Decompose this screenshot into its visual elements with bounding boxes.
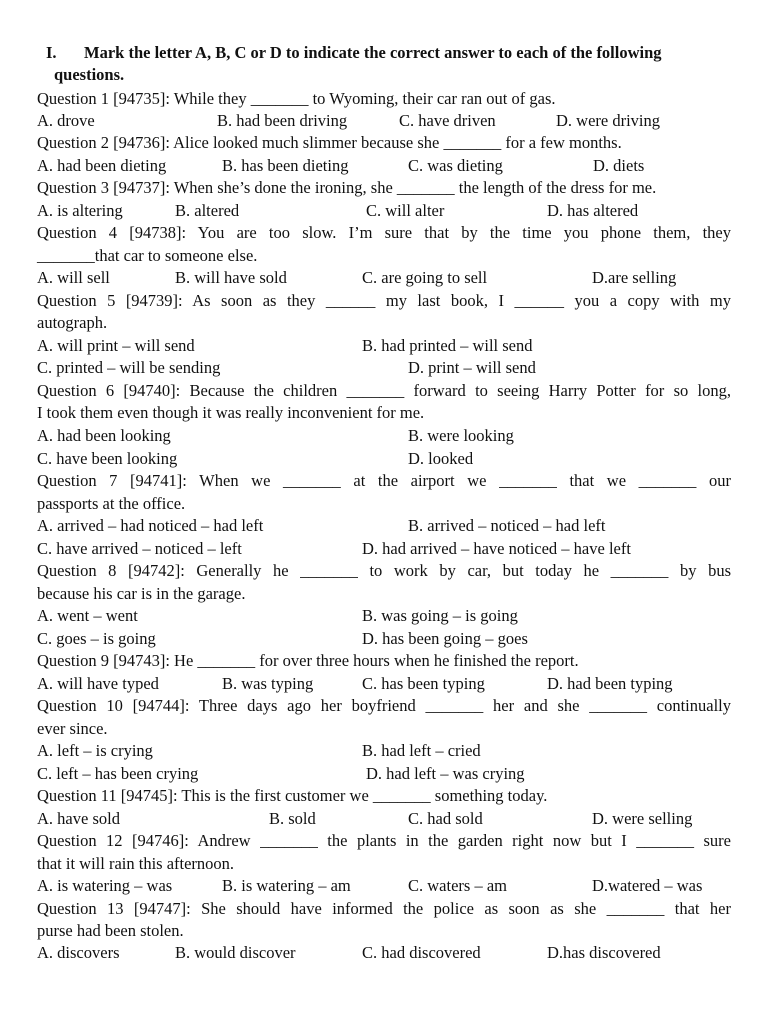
question-8-option-b: B. was going – is going xyxy=(362,606,518,625)
question-5-text-line2: autograph. xyxy=(37,313,108,332)
question-10-text-line1: Question 10 [94744]: Three days ago her boyfriend _______ her and she _______ continually xyxy=(37,696,731,715)
question-1-text: Question 1 [94735]: While they _______ to Wyoming, their car ran out of gas. xyxy=(37,89,556,108)
question-13-option-b: B. would discover xyxy=(175,943,296,962)
question-11-option-d: D. were selling xyxy=(592,809,693,828)
question-4-option-b: B. will have sold xyxy=(175,268,287,287)
question-9-option-b: B. was typing xyxy=(222,674,314,693)
question-2-option-d: D. diets xyxy=(593,156,645,175)
question-6-option-b: B. were looking xyxy=(408,426,514,445)
question-3-option-d: D. has altered xyxy=(547,201,639,220)
question-6-option-c: C. have been looking xyxy=(37,449,178,468)
question-5-option-b: B. had printed – will send xyxy=(362,336,533,355)
question-5-option-c: C. printed – will be sending xyxy=(37,358,221,377)
question-2-option-b: B. has been dieting xyxy=(222,156,349,175)
question-6-option-d: D. looked xyxy=(408,449,474,468)
question-7-option-b: B. arrived – noticed – had left xyxy=(408,516,606,535)
question-4-option-a: A. will sell xyxy=(37,268,110,287)
question-9-option-d: D. had been typing xyxy=(547,674,673,693)
question-7-text-line2: passports at the office. xyxy=(37,494,186,513)
question-12-option-a: A. is watering – was xyxy=(37,876,173,895)
question-2-text: Question 2 [94736]: Alice looked much slimmer because she _______ for a few months. xyxy=(37,133,622,152)
question-6-text-line2: I took them even though it was really inconvenient for me. xyxy=(37,403,425,422)
question-11-option-c: C. had sold xyxy=(408,809,483,828)
question-12-option-d: D.watered – was xyxy=(592,876,703,895)
question-7-text-line1: Question 7 [94741]: When we _______ at the airport we _______ that we _______ our xyxy=(37,471,731,490)
question-11-option-b: B. sold xyxy=(269,809,316,828)
question-4-option-d: D.are selling xyxy=(592,268,677,287)
question-10-text-line2: ever since. xyxy=(37,719,108,738)
question-10-option-a: A. left – is crying xyxy=(37,741,153,760)
question-4-text-line1: Question 4 [94738]: You are too slow. I’m sure that by the time you phone them, they xyxy=(37,223,731,242)
question-12-text-line1: Question 12 [94746]: Andrew _______ the plants in the garden right now but I _______ sure xyxy=(37,831,731,850)
question-3-text: Question 3 [94737]: When she’s done the ironing, she _______ the length of the dress for me. xyxy=(37,178,657,197)
question-7-option-a: A. arrived – had noticed – had left xyxy=(37,516,264,535)
question-10-option-d: D. had left – was crying xyxy=(366,764,525,783)
question-1-option-c: C. have driven xyxy=(399,111,496,130)
question-11-text: Question 11 [94745]: This is the first customer we _______ something today. xyxy=(37,786,548,805)
question-2-option-a: A. had been dieting xyxy=(37,156,167,175)
section-instruction-line2: questions. xyxy=(54,65,125,84)
question-8-text-line1: Question 8 [94742]: Generally he _______ to work by car, but today he _______ by bus xyxy=(37,561,731,580)
question-13-option-c: C. had discovered xyxy=(362,943,481,962)
question-13-text-line1: Question 13 [94747]: She should have informed the police as soon as she _______ that her xyxy=(37,899,731,918)
question-5-text-line1: Question 5 [94739]: As soon as they ______ my last book, I ______ you a copy with my xyxy=(37,291,731,310)
question-9-text: Question 9 [94743]: He _______ for over three hours when he finished the report. xyxy=(37,651,579,670)
question-6-text-line1: Question 6 [94740]: Because the children _______ forward to seeing Harry Potter for so long, xyxy=(37,381,731,400)
question-13-option-d: D.has discovered xyxy=(547,943,661,962)
question-1-option-d: D. were driving xyxy=(556,111,661,130)
question-3-option-c: C. will alter xyxy=(366,201,445,220)
question-3-option-b: B. altered xyxy=(175,201,240,220)
question-2-option-c: C. was dieting xyxy=(408,156,503,175)
question-7-option-c: C. have arrived – noticed – left xyxy=(37,539,242,558)
question-6-option-a: A. had been looking xyxy=(37,426,171,445)
question-11-option-a: A. have sold xyxy=(37,809,120,828)
question-8-option-d: D. has been going – goes xyxy=(362,629,528,648)
question-13-text-line2: purse had been stolen. xyxy=(37,921,184,940)
question-8-text-line2: because his car is in the garage. xyxy=(37,584,246,603)
question-12-option-b: B. is watering – am xyxy=(222,876,351,895)
question-7-option-d: D. had arrived – have noticed – have left xyxy=(362,539,631,558)
question-4-text-line2: _______that car to someone else. xyxy=(37,246,258,265)
section-number: I. xyxy=(46,43,57,62)
question-1-option-b: B. had been driving xyxy=(217,111,348,130)
question-5-option-a: A. will print – will send xyxy=(37,336,195,355)
question-12-option-c: C. waters – am xyxy=(408,876,507,895)
question-8-option-a: A. went – went xyxy=(37,606,138,625)
question-13-option-a: A. discovers xyxy=(37,943,120,962)
question-4-option-c: C. are going to sell xyxy=(362,268,488,287)
question-8-option-c: C. goes – is going xyxy=(37,629,156,648)
question-10-option-b: B. had left – cried xyxy=(362,741,481,760)
question-9-option-a: A. will have typed xyxy=(37,674,159,693)
question-3-option-a: A. is altering xyxy=(37,201,123,220)
question-5-option-d: D. print – will send xyxy=(408,358,536,377)
section-instruction-line1: Mark the letter A, B, C or D to indicate the correct answer to each of the following xyxy=(84,43,662,62)
question-1-option-a: A. drove xyxy=(37,111,95,130)
question-10-option-c: C. left – has been crying xyxy=(37,764,199,783)
question-9-option-c: C. has been typing xyxy=(362,674,485,693)
section-heading xyxy=(46,42,740,86)
question-12-text-line2: that it will rain this afternoon. xyxy=(37,854,235,873)
